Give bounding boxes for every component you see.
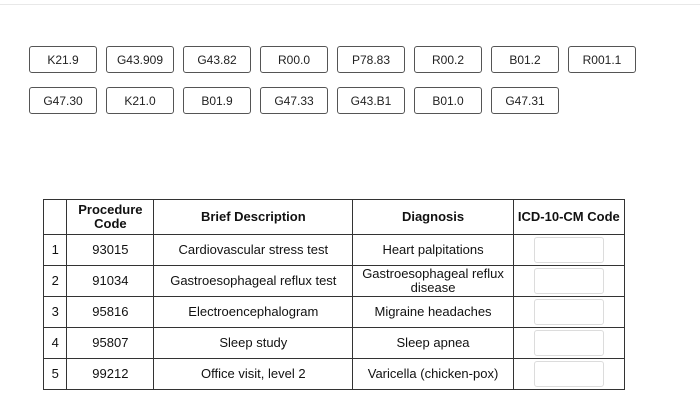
procedure-code-table xyxy=(43,199,625,390)
brief-description: Electroencephalogram xyxy=(154,297,353,328)
icd-drop-target[interactable] xyxy=(534,268,604,294)
table-row xyxy=(44,235,625,266)
table-row xyxy=(44,328,625,359)
code-chip[interactable]: K21.9 xyxy=(29,46,97,73)
code-chip[interactable]: B01.2 xyxy=(491,46,559,73)
icd-drop-target[interactable] xyxy=(534,361,604,387)
icd-drop-target[interactable] xyxy=(534,330,604,356)
table-row xyxy=(44,266,625,297)
header-diagnosis: Diagnosis xyxy=(353,200,513,235)
code-chip[interactable]: B01.0 xyxy=(414,87,482,114)
header-icd-code: ICD-10-CM Code xyxy=(513,200,624,235)
row-number: 2 xyxy=(44,266,67,297)
code-chip[interactable]: G43.909 xyxy=(106,46,174,73)
code-chip[interactable]: R001.1 xyxy=(568,46,636,73)
code-chip[interactable]: G43.B1 xyxy=(337,87,405,114)
diagnosis: Heart palpitations xyxy=(353,235,513,266)
header-brief-description: Brief Description xyxy=(154,200,353,235)
diagnosis: Varicella (chicken-pox) xyxy=(353,359,513,390)
header-number xyxy=(44,200,67,235)
icd-cell xyxy=(513,328,624,359)
answer-chip-bank xyxy=(29,46,649,128)
icd-cell xyxy=(513,297,624,328)
code-chip[interactable]: G43.82 xyxy=(183,46,251,73)
row-number: 1 xyxy=(44,235,67,266)
table-row xyxy=(44,297,625,328)
table-header-row xyxy=(44,200,625,235)
chip-row-2 xyxy=(29,87,649,114)
code-chip[interactable]: G47.30 xyxy=(29,87,97,114)
top-divider xyxy=(0,4,700,5)
code-chip[interactable]: R00.0 xyxy=(260,46,328,73)
procedure-code: 91034 xyxy=(67,266,154,297)
chip-row-1 xyxy=(29,46,649,73)
row-number: 5 xyxy=(44,359,67,390)
icd-drop-target[interactable] xyxy=(534,237,604,263)
icd-cell xyxy=(513,235,624,266)
icd-cell xyxy=(513,266,624,297)
diagnosis: Gastroesophageal reflux disease xyxy=(353,266,513,297)
code-chip[interactable]: G47.33 xyxy=(260,87,328,114)
brief-description: Gastroesophageal reflux test xyxy=(154,266,353,297)
icd-cell xyxy=(513,359,624,390)
code-chip[interactable]: R00.2 xyxy=(414,46,482,73)
header-procedure-code: Procedure Code xyxy=(67,200,154,235)
diagnosis: Migraine headaches xyxy=(353,297,513,328)
icd-drop-target[interactable] xyxy=(534,299,604,325)
procedure-code: 95807 xyxy=(67,328,154,359)
procedure-code: 93015 xyxy=(67,235,154,266)
brief-description: Cardiovascular stress test xyxy=(154,235,353,266)
brief-description: Sleep study xyxy=(154,328,353,359)
code-chip[interactable]: G47.31 xyxy=(491,87,559,114)
table-row xyxy=(44,359,625,390)
row-number: 4 xyxy=(44,328,67,359)
code-chip[interactable]: B01.9 xyxy=(183,87,251,114)
diagnosis: Sleep apnea xyxy=(353,328,513,359)
row-number: 3 xyxy=(44,297,67,328)
procedure-code: 95816 xyxy=(67,297,154,328)
brief-description: Office visit, level 2 xyxy=(154,359,353,390)
procedure-code: 99212 xyxy=(67,359,154,390)
code-chip[interactable]: P78.83 xyxy=(337,46,405,73)
code-chip[interactable]: K21.0 xyxy=(106,87,174,114)
